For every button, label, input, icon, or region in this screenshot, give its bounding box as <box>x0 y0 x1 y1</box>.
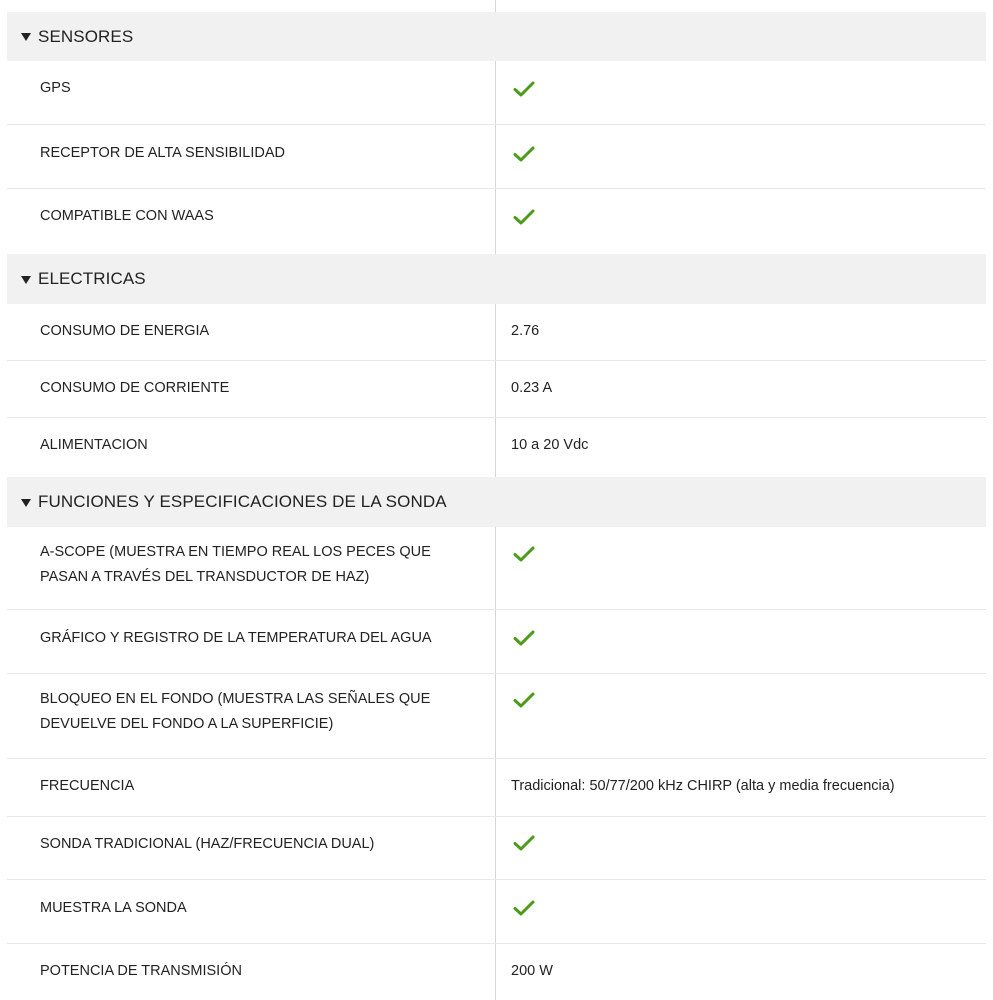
row-label <box>40 540 480 590</box>
table-row <box>7 189 986 254</box>
row-label-line: BLOQUEO EN EL FONDO (MUESTRA LAS SEÑALES QUE <box>40 691 431 707</box>
table-row <box>7 759 986 817</box>
row-label: POTENCIA DE TRANSMISIÓN <box>40 963 242 979</box>
row-label: CONSUMO DE ENERGIA <box>40 323 210 339</box>
row-label: GRÁFICO Y REGISTRO DE LA TEMPERATURA DEL AGUA <box>40 630 432 646</box>
triangle-down-icon <box>21 33 31 41</box>
section-header-sensores[interactable] <box>7 12 986 61</box>
table-row <box>7 418 986 477</box>
row-value: 200 W <box>511 963 553 979</box>
table-row <box>7 361 986 418</box>
row-label: MUESTRA LA SONDA <box>40 900 187 916</box>
triangle-down-icon <box>21 499 31 507</box>
row-label-line: DEVUELVE DEL FONDO A LA SUPERFICIE) <box>40 716 334 732</box>
table-row <box>7 817 986 880</box>
checkmark-icon <box>513 545 535 563</box>
table-row <box>7 674 986 759</box>
checkmark-icon <box>513 208 535 226</box>
table-row <box>7 610 986 674</box>
row-label: FRECUENCIA <box>40 778 135 794</box>
table-row <box>7 527 986 610</box>
table-row <box>7 125 986 189</box>
checkmark-icon <box>513 629 535 647</box>
triangle-down-icon <box>21 276 31 284</box>
row-label-line: A-SCOPE (MUESTRA EN TIEMPO REAL LOS PECES QUE <box>40 544 431 560</box>
table-row <box>7 61 986 125</box>
row-value: 2.76 <box>511 323 540 339</box>
table-row <box>7 304 986 361</box>
checkmark-icon <box>513 80 535 98</box>
section-header-electricas[interactable] <box>7 254 986 304</box>
row-label: RECEPTOR DE ALTA SENSIBILIDAD <box>40 145 285 161</box>
checkmark-icon <box>513 834 535 852</box>
checkmark-icon <box>513 899 535 917</box>
row-label-line: PASAN A TRAVÉS DEL TRANSDUCTOR DE HAZ) <box>40 569 370 585</box>
row-value: Tradicional: 50/77/200 kHz CHIRP (alta y media frecuencia) <box>511 778 895 794</box>
section-header-funciones-sonda[interactable] <box>7 477 986 527</box>
section-title: SENSORES <box>38 26 134 46</box>
table-row <box>7 944 986 1000</box>
checkmark-icon <box>513 145 535 163</box>
row-value: 10 a 20 Vdc <box>511 437 589 453</box>
row-value: 0.23 A <box>511 380 553 396</box>
row-label <box>40 687 480 737</box>
section-title: ELECTRICAS <box>38 269 146 288</box>
row-label: COMPATIBLE CON WAAS <box>40 208 214 224</box>
checkmark-icon <box>513 691 535 709</box>
row-label: SONDA TRADICIONAL (HAZ/FRECUENCIA DUAL) <box>40 836 375 852</box>
row-label: ALIMENTACION <box>40 437 148 453</box>
row-label: CONSUMO DE CORRIENTE <box>40 380 230 396</box>
section-title: FUNCIONES Y ESPECIFICACIONES DE LA SONDA <box>38 492 447 511</box>
row-label: GPS <box>40 80 71 96</box>
table-row <box>7 880 986 944</box>
